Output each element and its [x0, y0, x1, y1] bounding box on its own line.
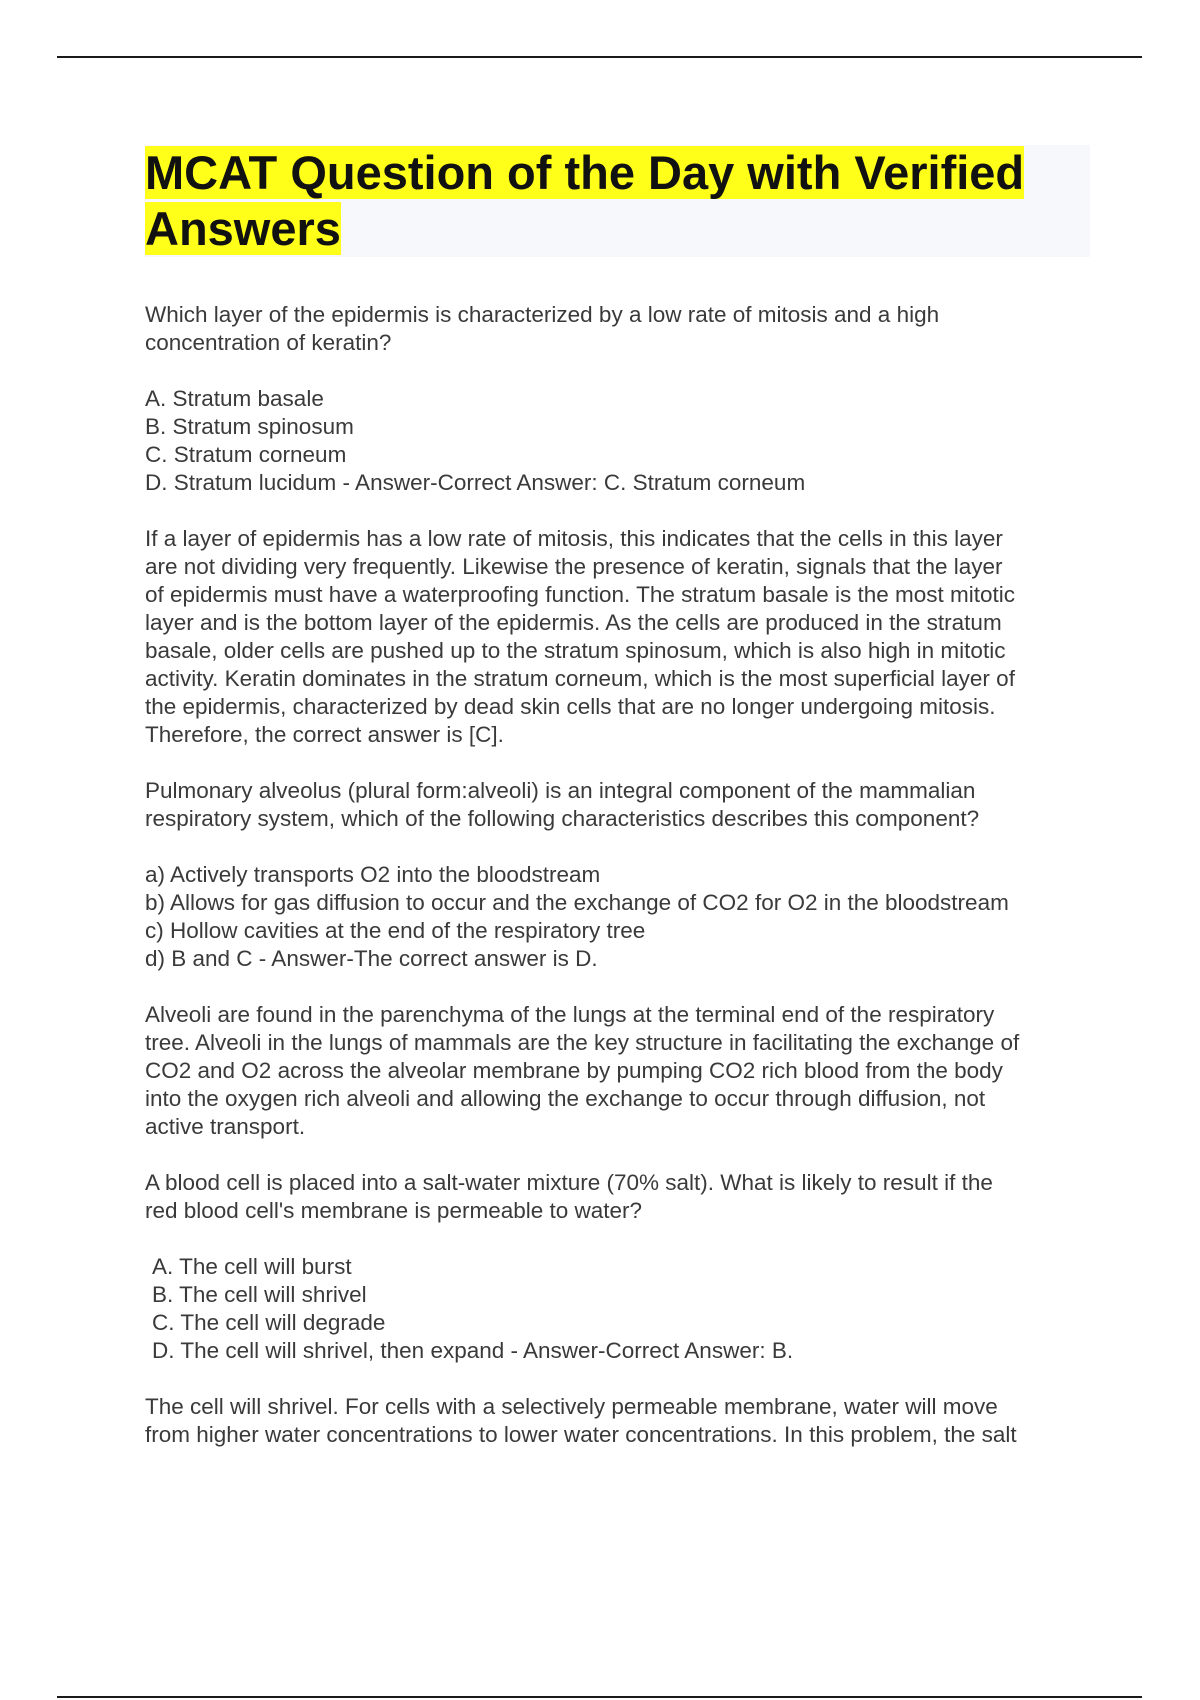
question-1-options [145, 385, 1090, 497]
title-line-2: Answers [145, 202, 341, 255]
question-2 [145, 777, 1090, 833]
question-3-options [145, 1253, 1090, 1365]
text-line: concentration of keratin? [145, 330, 392, 355]
question-2-options [145, 861, 1090, 973]
text-line: layer and is the bottom layer of the epidermis. As the cells are produced in the stratum [145, 610, 1002, 635]
document-body [145, 145, 1090, 1477]
text-line: from higher water concentrations to lower water concentrations. In this problem, the salt [145, 1422, 1017, 1447]
question-1-explanation [145, 525, 1090, 749]
text-line: A blood cell is placed into a salt-water mixture (70% salt). What is likely to result if the [145, 1170, 993, 1195]
option-a: a) Actively transports O2 into the bloodstream [145, 862, 601, 887]
text-line: red blood cell's membrane is permeable to water? [145, 1198, 643, 1223]
text-line: of epidermis must have a waterproofing function. The stratum basale is the most mitotic [145, 582, 1015, 607]
question-2-explanation [145, 1001, 1090, 1141]
top-rule [57, 56, 1142, 58]
option-b: B. Stratum spinosum [145, 414, 354, 439]
text-line: the epidermis, characterized by dead skin cells that are no longer undergoing mitosis. [145, 694, 996, 719]
option-d-answer: D. Stratum lucidum - Answer-Correct Answer: C. Stratum corneum [145, 470, 806, 495]
text-line: are not dividing very frequently. Likewise the presence of keratin, signals that the layer [145, 554, 1003, 579]
title-box [145, 145, 1090, 257]
title-line-1: MCAT Question of the Day with Verified [145, 146, 1025, 199]
bottom-rule [57, 1696, 1142, 1698]
option-a: A. The cell will burst [152, 1254, 352, 1279]
text-line: If a layer of epidermis has a low rate of mitosis, this indicates that the cells in this layer [145, 526, 1003, 551]
option-c: C. Stratum corneum [145, 442, 347, 467]
option-d-answer: d) B and C - Answer-The correct answer is D. [145, 946, 598, 971]
text-line: into the oxygen rich alveoli and allowing the exchange to occur through diffusion, not [145, 1086, 986, 1111]
option-c: C. The cell will degrade [152, 1310, 386, 1335]
option-b: b) Allows for gas diffusion to occur and the exchange of CO2 for O2 in the bloodstream [145, 890, 1009, 915]
option-c: c) Hollow cavities at the end of the respiratory tree [145, 918, 646, 943]
text-line: Therefore, the correct answer is [C]. [145, 722, 504, 747]
text-line: activity. Keratin dominates in the stratum corneum, which is the most superficial layer of [145, 666, 1015, 691]
text-line: basale, older cells are pushed up to the stratum spinosum, which is also high in mitotic [145, 638, 1006, 663]
text-line: Alveoli are found in the parenchyma of the lungs at the terminal end of the respiratory [145, 1002, 995, 1027]
text-line: respiratory system, which of the following characteristics describes this component? [145, 806, 980, 831]
option-b: B. The cell will shrivel [152, 1282, 367, 1307]
option-d-answer: D. The cell will shrivel, then expand - Answer-Correct Answer: B. [152, 1338, 794, 1363]
text-line: Which layer of the epidermis is characterized by a low rate of mitosis and a high [145, 302, 940, 327]
text-line: Pulmonary alveolus (plural form:alveoli) is an integral component of the mammalian [145, 778, 976, 803]
text-line: CO2 and O2 across the alveolar membrane by pumping CO2 rich blood from the body [145, 1058, 1003, 1083]
text-line: The cell will shrivel. For cells with a selectively permeable membrane, water will move [145, 1394, 998, 1419]
question-3 [145, 1169, 1090, 1225]
option-a: A. Stratum basale [145, 386, 324, 411]
page-title [145, 145, 1090, 257]
text-line: active transport. [145, 1114, 306, 1139]
text-line: tree. Alveoli in the lungs of mammals are the key structure in facilitating the exchange of [145, 1030, 1020, 1055]
question-1 [145, 301, 1090, 357]
question-3-explanation [145, 1393, 1090, 1449]
